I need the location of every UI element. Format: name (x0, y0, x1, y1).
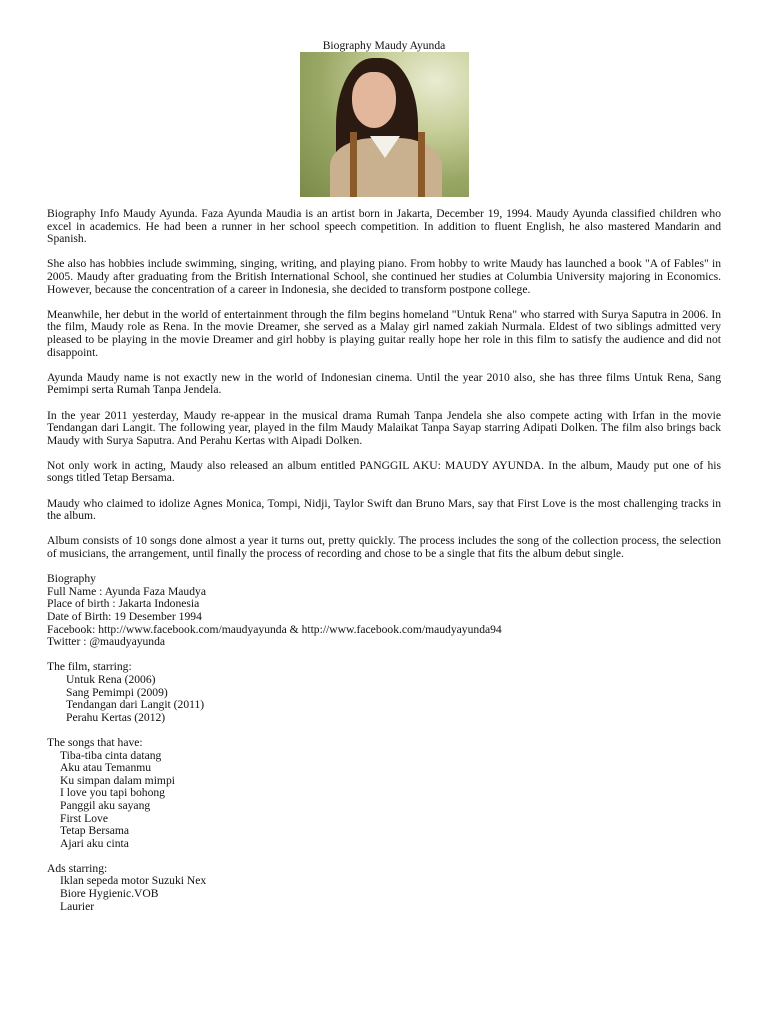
paragraph: Ayunda Maudy name is not exactly new in the world of Indonesian cinema. Until the year 2010 also, she has three films Untuk Rena, Sang Pemimpi serta Rumah Tanpa Jendela. (47, 370, 721, 397)
list-item: Perahu Kertas (2012) (66, 710, 166, 724)
list-item: Biore Hygienic.VOB (60, 887, 159, 901)
section-heading: The film, starring: (47, 660, 132, 674)
paragraph: Meanwhile, her debut in the world of entertainment through the film begins homeland "Untuk Rena" who starred with Surya Saputra in 2006. In the film, Maudy role as Rena. In the movie Dreamer, she served as a Malay girl named zakiah Nurmala. Eldest of two siblings admitted very pleased to be playing in the movie Dreamer and girl hobby is playing guitar really hope her role in this film to satisfy the audience and did not disappoint. (47, 307, 721, 359)
list-item: Tiba-tiba cinta datang (60, 748, 162, 762)
section-heading: The songs that have: (47, 735, 143, 749)
songs-section (47, 737, 721, 850)
list-item: First Love (60, 811, 108, 825)
list-item: Panggil aku sayang (60, 798, 151, 812)
bio-birthplace: Place of birth : Jakarta Indonesia (47, 597, 200, 611)
document-title: Biography Maudy Ayunda (322, 39, 446, 52)
biography-section (47, 573, 721, 649)
section-heading: Ads starring: (47, 861, 108, 875)
paragraph: In the year 2011 yesterday, Maudy re-appear in the musical drama Rumah Tanpa Jendela she also compete acting with Irfan in the movie Tendangan dari Langit. The following year, played in the film Maudy Malaikat Tanpa Sayap starring Adipati Dolken. The film also brings back Maudy with Surya Saputra. And Perahu Kertas with Aipadi Dolken. (47, 408, 721, 447)
bio-facebook: Facebook: http://www.facebook.com/maudyayunda & http://www.facebook.com/maudyayunda94 (47, 622, 502, 636)
paragraph: Maudy who claimed to idolize Agnes Monica, Tompi, Nidji, Taylor Swift dan Bruno Mars, say that First Love is the most challenging tracks in the album. (47, 496, 721, 523)
paragraph: She also has hobbies include swimming, singing, writing, and playing piano. From hobby to write Maudy has launched a book "A of Fables" in 2005. Maudy after graduating from the British International School, she continued her studies at Columbia University majoring in Economics. However, because the concentration of a career in Indonesia, she decided to transform postpone college. (47, 257, 721, 296)
bio-birthdate: Date of Birth: 19 Desember 1994 (47, 610, 202, 623)
bio-twitter: Twitter : @maudyayunda (47, 635, 166, 649)
portrait-photo (300, 52, 469, 197)
section-heading: Biography (47, 572, 96, 586)
paragraph: Biography Info Maudy Ayunda. Faza Ayunda Maudia is an artist born in Jakarta, December 19, 1994. Maudy Ayunda classified children who excel in academics. He had been a runner in her school speech competition. In addition to fluent English, he also mastered Mandarin and Spanish. (47, 207, 721, 246)
list-item: Tendangan dari Langit (2011) (66, 698, 205, 712)
list-item: Aku atau Temanmu (60, 761, 152, 775)
list-item: Laurier (60, 899, 95, 913)
list-item: Ajari aku cinta (60, 836, 129, 850)
films-section (47, 661, 721, 724)
list-item: Iklan sepeda motor Suzuki Nex (60, 874, 207, 888)
list-item: Ku simpan dalam mimpi (60, 773, 175, 787)
bio-full-name: Full Name : Ayunda Faza Maudya (47, 584, 206, 598)
list-item: I love you tapi bohong (60, 786, 165, 800)
paragraph: Album consists of 10 songs done almost a year it turns out, pretty quickly. The process includes the song of the collection process, the selection of musicians, the arrangement, until finally the process of recording and chose to be a single that fits the album debut single. (47, 534, 721, 561)
list-item: Tetap Bersama (60, 824, 130, 838)
paragraph: Not only work in acting, Maudy also released an album entitled PANGGIL AKU: MAUDY AYUNDA. In the album, Maudy put one of his songs titled Tetap Bersama. (47, 458, 721, 485)
ads-section (47, 863, 721, 913)
list-item: Untuk Rena (2006) (66, 672, 156, 686)
document-body (47, 208, 721, 926)
list-item: Sang Pemimpi (2009) (66, 685, 168, 699)
